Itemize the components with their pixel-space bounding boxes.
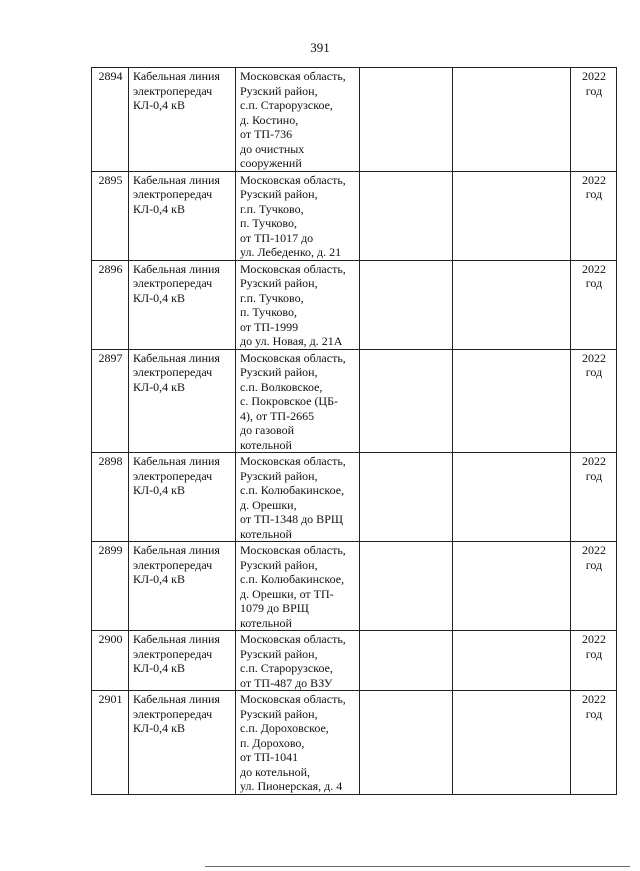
object-name-cell: Кабельная линия электропередач КЛ-0,4 кВ: [129, 542, 236, 631]
table-row: [92, 260, 617, 349]
year-cell: 2022 год: [571, 631, 617, 691]
address-cell: Московская область, Рузский район, с.п. Колюбакинское, д. Орешки, от ТП-1348 до ВРЩ котельной: [236, 453, 360, 542]
address-cell: Московская область, Рузский район, с.п. Колюбакинское, д. Орешки, от ТП- 1079 до ВРЩ котельной: [236, 542, 360, 631]
address-cell: Московская область, Рузский район, г.п. Тучково, п. Тучково, от ТП-1999 до ул. Новая, д. 21А: [236, 260, 360, 349]
row-number-cell: 2901: [92, 691, 129, 795]
year-cell: 2022 год: [571, 349, 617, 453]
row-number-cell: 2896: [92, 260, 129, 349]
registry-table-body: [92, 68, 617, 795]
row-number-cell: 2899: [92, 542, 129, 631]
object-name-cell: Кабельная линия электропередач КЛ-0,4 кВ: [129, 171, 236, 260]
table-row: [92, 453, 617, 542]
empty-cell: [360, 68, 453, 172]
table-row: [92, 691, 617, 795]
table-row: [92, 171, 617, 260]
bottom-divider: [205, 866, 630, 867]
empty-cell: [453, 691, 571, 795]
table-row: [92, 68, 617, 172]
empty-cell: [360, 453, 453, 542]
object-name-cell: Кабельная линия электропередач КЛ-0,4 кВ: [129, 453, 236, 542]
address-cell: Московская область, Рузский район, г.п. Тучково, п. Тучково, от ТП-1017 до ул. Лебеденко, д. 21: [236, 171, 360, 260]
table-row: [92, 631, 617, 691]
year-cell: 2022 год: [571, 68, 617, 172]
empty-cell: [360, 260, 453, 349]
table-row: [92, 542, 617, 631]
address-cell: Московская область, Рузский район, с.п. Старорузское, от ТП-487 до ВЗУ: [236, 631, 360, 691]
object-name-cell: Кабельная линия электропередач КЛ-0,4 кВ: [129, 691, 236, 795]
year-cell: 2022 год: [571, 542, 617, 631]
year-cell: 2022 год: [571, 453, 617, 542]
empty-cell: [453, 260, 571, 349]
object-name-cell: Кабельная линия электропередач КЛ-0,4 кВ: [129, 68, 236, 172]
object-name-cell: Кабельная линия электропередач КЛ-0,4 кВ: [129, 631, 236, 691]
registry-table: [91, 67, 617, 795]
empty-cell: [453, 631, 571, 691]
object-name-cell: Кабельная линия электропередач КЛ-0,4 кВ: [129, 349, 236, 453]
object-name-cell: Кабельная линия электропередач КЛ-0,4 кВ: [129, 260, 236, 349]
empty-cell: [453, 349, 571, 453]
empty-cell: [453, 453, 571, 542]
page-number: 391: [310, 40, 330, 55]
empty-cell: [453, 171, 571, 260]
address-cell: Московская область, Рузский район, с.п. Волковское, с. Покровское (ЦБ- 4), от ТП-2665 до газовой котельной: [236, 349, 360, 453]
year-cell: 2022 год: [571, 171, 617, 260]
empty-cell: [360, 349, 453, 453]
address-cell: Московская область, Рузский район, с.п. Дороховское, п. Дорохово, от ТП-1041 до котельной, ул. Пионерская, д. 4: [236, 691, 360, 795]
row-number-cell: 2894: [92, 68, 129, 172]
empty-cell: [360, 542, 453, 631]
address-cell: Московская область, Рузский район, с.п. Старорузское, д. Костино, от ТП-736 до очистных сооружений: [236, 68, 360, 172]
row-number-cell: 2895: [92, 171, 129, 260]
year-cell: 2022 год: [571, 691, 617, 795]
row-number-cell: 2897: [92, 349, 129, 453]
empty-cell: [360, 691, 453, 795]
empty-cell: [360, 631, 453, 691]
row-number-cell: 2898: [92, 453, 129, 542]
empty-cell: [360, 171, 453, 260]
empty-cell: [453, 68, 571, 172]
empty-cell: [453, 542, 571, 631]
table-row: [92, 349, 617, 453]
row-number-cell: 2900: [92, 631, 129, 691]
year-cell: 2022 год: [571, 260, 617, 349]
